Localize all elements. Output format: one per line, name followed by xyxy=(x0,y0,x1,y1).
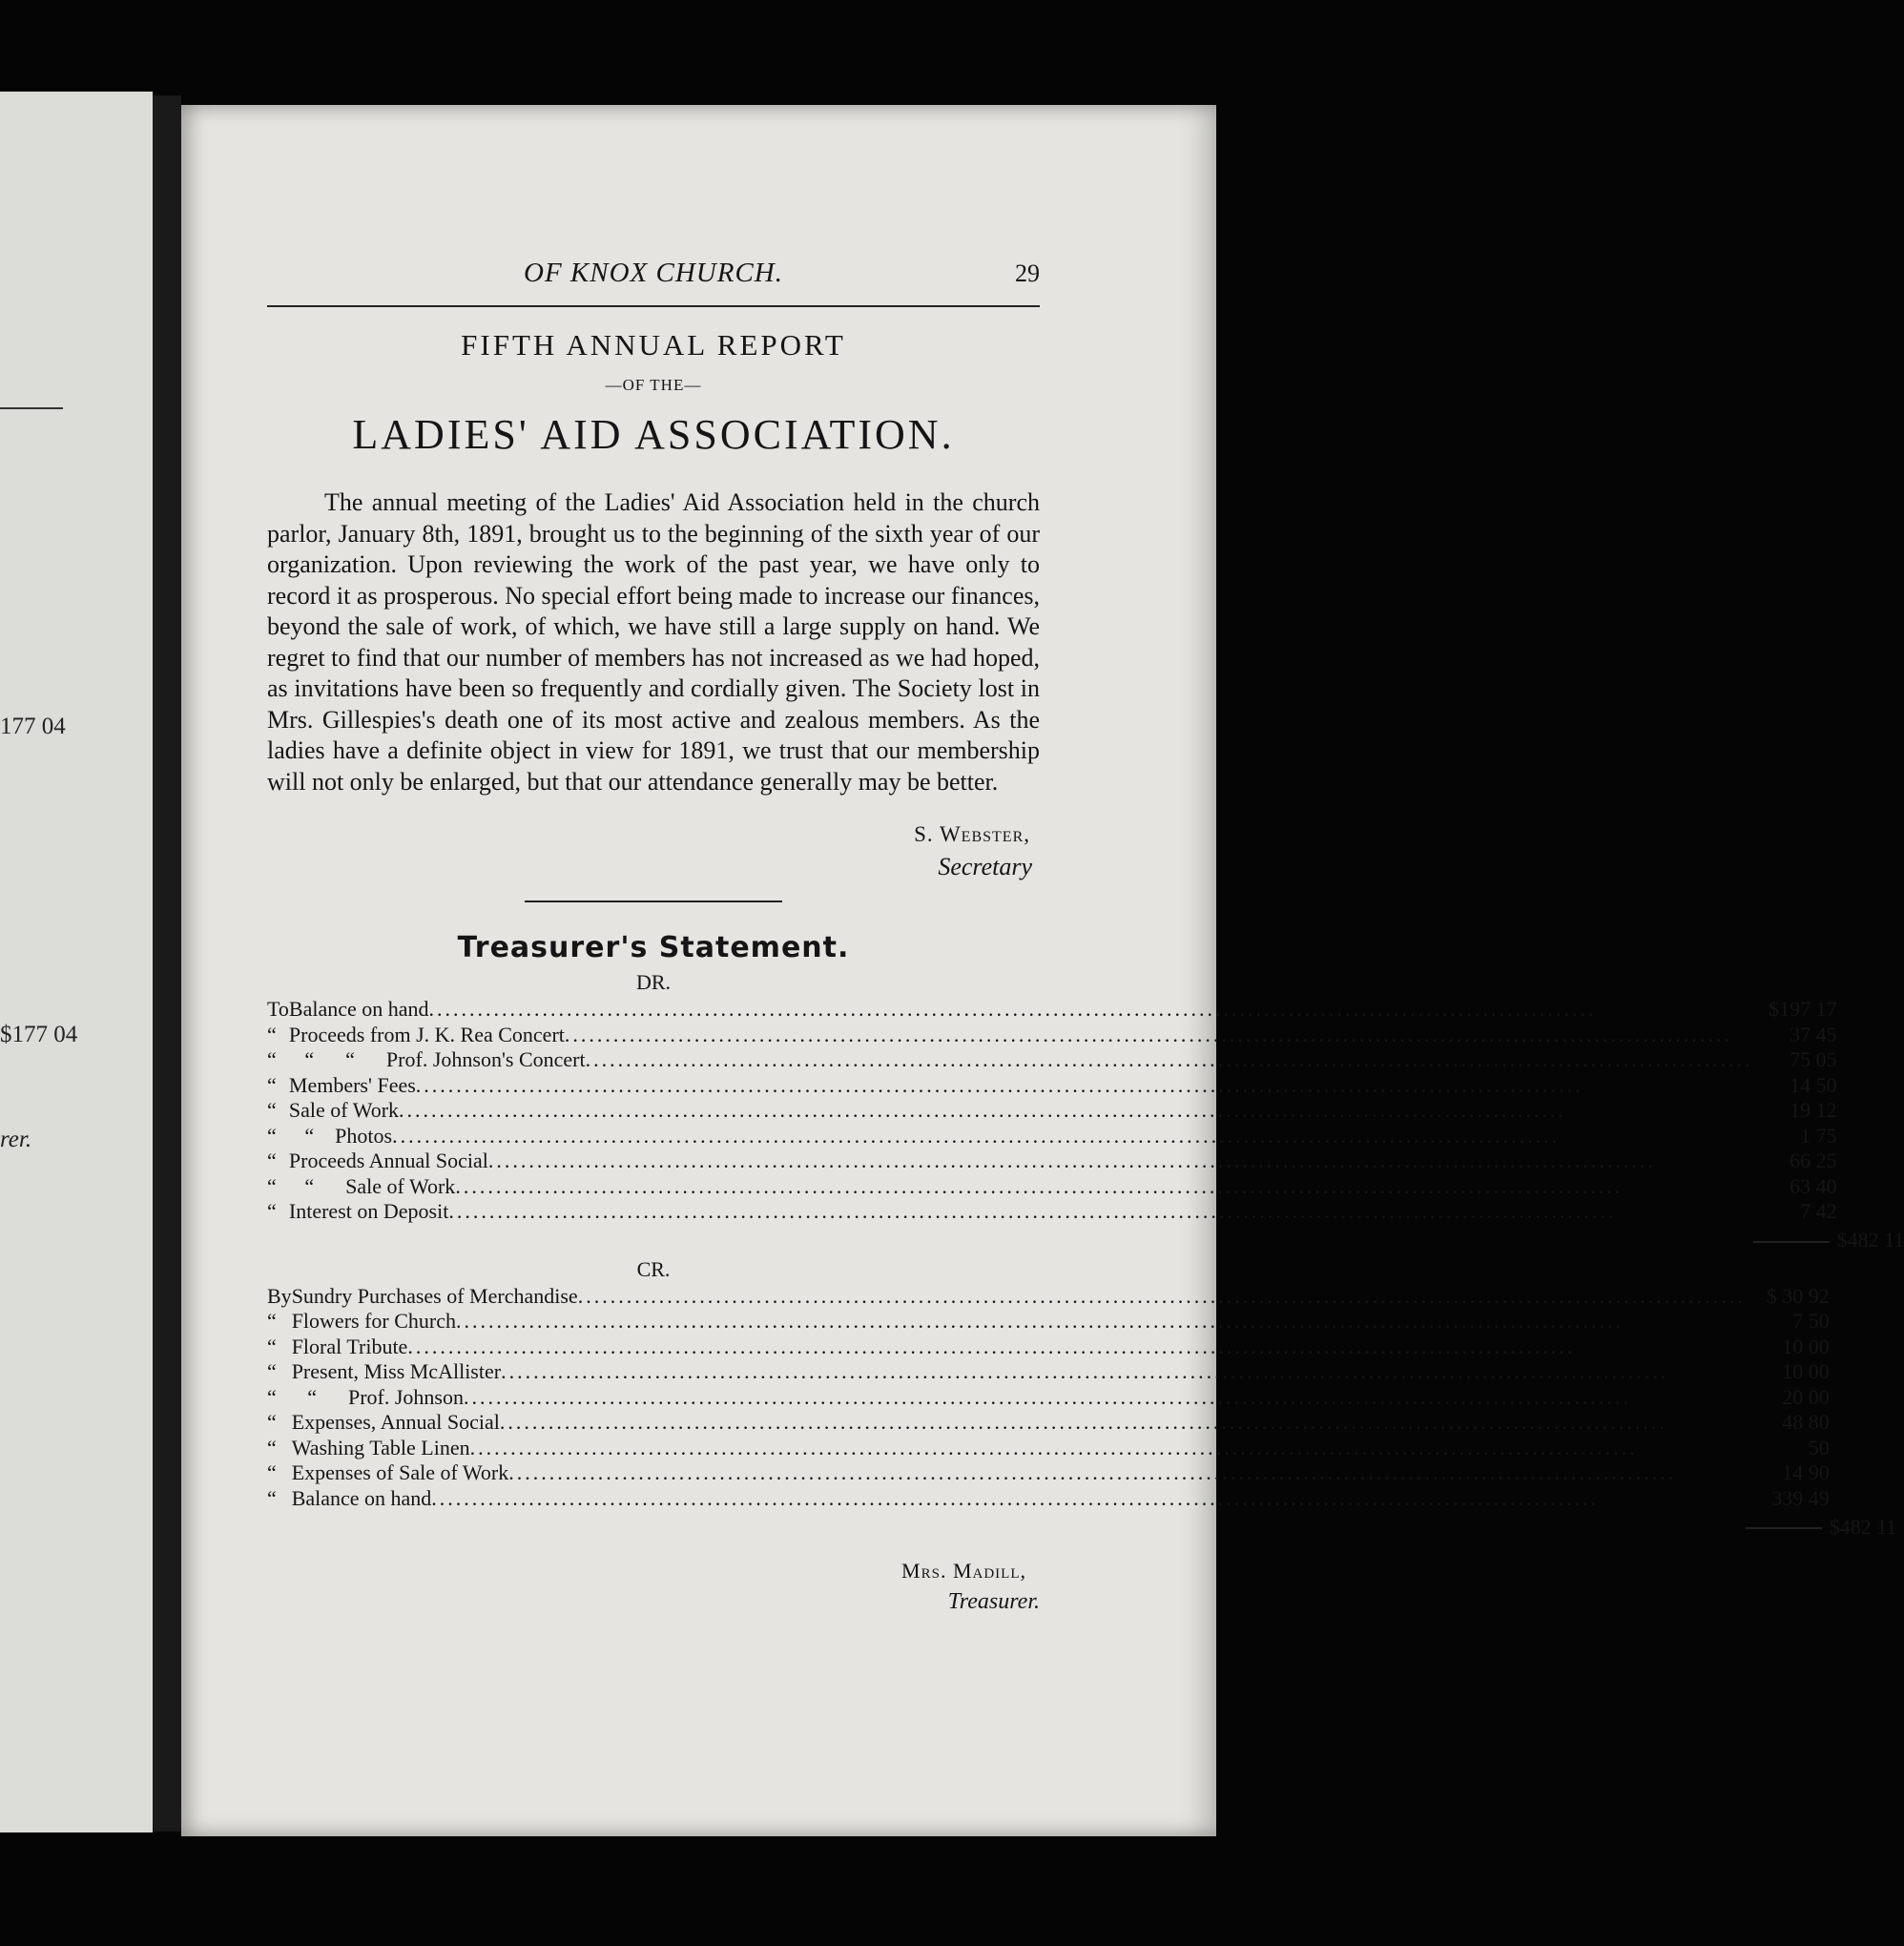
ledger-total-row xyxy=(267,1225,1904,1253)
leader-dots xyxy=(508,1460,1745,1486)
ledger-total-cell xyxy=(1830,1335,1897,1360)
ledger-total-cell xyxy=(1830,1359,1897,1385)
leader-dots xyxy=(392,1124,1753,1149)
ledger-description xyxy=(292,1486,1746,1512)
ledger-description xyxy=(292,1436,1746,1461)
leader-dots xyxy=(500,1410,1746,1436)
ledger-total-cell xyxy=(1837,1174,1904,1200)
ledger-prefix: “ xyxy=(267,1149,277,1172)
ledger-total-row xyxy=(267,1511,1896,1540)
ledger-amount xyxy=(1746,1511,1830,1540)
ledger-amount: 75 05 xyxy=(1790,1047,1837,1071)
leader-dots xyxy=(578,1284,1746,1310)
ledger-row xyxy=(267,1309,1896,1335)
ledger-total-cell xyxy=(1830,1410,1897,1436)
ledger-prefix: “ xyxy=(267,1199,277,1223)
ledger-description xyxy=(292,1511,1746,1540)
leader-dots xyxy=(399,1098,1753,1124)
page-number: 29 xyxy=(1015,259,1040,287)
ledger-description xyxy=(289,1124,1753,1149)
ledger-description xyxy=(289,1047,1753,1073)
book-page xyxy=(181,105,1904,1836)
leader-dots xyxy=(464,1385,1746,1411)
ledger-description-text: Members' Fees xyxy=(288,1072,416,1097)
left-page-amount-2: $177 04 xyxy=(0,1022,78,1047)
ledger-prefix: To xyxy=(267,997,289,1021)
page-content xyxy=(267,258,1904,1615)
ledger-total-cell xyxy=(1837,1023,1904,1048)
ledger-row xyxy=(267,1174,1904,1200)
ledger-total-cell xyxy=(1837,1047,1904,1073)
ledger-total-cell xyxy=(1830,1284,1897,1310)
ledger-description-text: Balance on hand xyxy=(288,997,429,1021)
ledger-amount: $ 30 92 xyxy=(1766,1283,1830,1308)
ledger-prefix xyxy=(267,1511,292,1540)
section-divider xyxy=(525,901,782,902)
leader-dots xyxy=(431,1486,1745,1512)
leader-dots xyxy=(586,1047,1753,1073)
ledger-amount: 37 45 xyxy=(1790,1022,1837,1046)
debit-table xyxy=(267,997,1904,1253)
report-title: FIFTH ANNUAL REPORT xyxy=(461,328,846,362)
ledger-row xyxy=(267,1073,1904,1099)
leader-dots xyxy=(448,1199,1752,1225)
ledger-total-cell xyxy=(1837,997,1904,1023)
ledger-prefix: “ xyxy=(267,1123,277,1148)
ledger-prefix: “ xyxy=(267,1309,277,1333)
ledger-description-text: Expenses of Sale of Work xyxy=(291,1460,509,1484)
leader-dots xyxy=(407,1335,1745,1360)
ledger-prefix: “ xyxy=(267,1410,277,1434)
ledger-description-text: Proceeds from J. K. Rea Concert xyxy=(288,1022,565,1046)
ledger-total-cell xyxy=(1837,1149,1904,1174)
ledger-row xyxy=(267,1124,1904,1149)
ledger-description-text: Proceeds Annual Social xyxy=(288,1149,488,1172)
treasurer-name: Mrs. Madill, xyxy=(901,1559,1026,1583)
ledger-total-value: $482 11 xyxy=(1829,1514,1897,1539)
ledger-amount: 10 00 xyxy=(1782,1334,1830,1358)
treasurer-statement-title: Treasurer's Statement. xyxy=(457,931,850,964)
ledger-prefix: “ xyxy=(267,1384,277,1409)
secretary-name: S. Webster, xyxy=(914,822,1030,846)
ledger-total-cell xyxy=(1837,1073,1904,1099)
ledger-description xyxy=(289,1225,1753,1253)
ledger-amount xyxy=(1753,1225,1837,1253)
ledger-total-cell xyxy=(1830,1385,1897,1411)
ledger-row xyxy=(267,1023,1904,1048)
ledger-amount: 50 xyxy=(1808,1435,1830,1460)
ledger-prefix: “ xyxy=(267,1359,277,1383)
ledger-description xyxy=(292,1284,1746,1310)
ledger-description xyxy=(292,1309,1746,1335)
ledger-description xyxy=(292,1385,1746,1411)
credit-table xyxy=(267,1284,1896,1541)
ledger-description-text: Present, Miss McAllister xyxy=(291,1359,502,1383)
ledger-prefix: “ xyxy=(267,1334,277,1358)
ledger-description xyxy=(292,1359,1746,1385)
leader-dots xyxy=(429,997,1753,1023)
left-page-amount-1: 177 04 xyxy=(0,714,66,739)
ledger-description xyxy=(289,1199,1753,1225)
ledger-description xyxy=(289,1073,1753,1099)
ledger-description-text: Sale of Work xyxy=(288,1098,400,1122)
ledger-description xyxy=(289,1174,1753,1200)
report-body: The annual meeting of the Ladies' Aid Association held in the church parlor, January 8th, 1891, brought us to the beginning of the sixth year of our organization. Upon reviewing the work of the past year, we have only to record it as prosperous. No special effort being made to increase our finances, beyond the sale of work, of which, we have still a large supply on hand. We regret to find that our number of members has not increased as we had hoped, as invitations have been so frequently and cordially given. The Society lost in Mrs. Gillespies's death one of its most active and zealous members. As the ladies have a definite object in view for 1891, we trust that our membership will not only be enlarged, but that our attendance generally may be better. xyxy=(267,488,1040,796)
running-head xyxy=(267,258,1040,300)
ledger-row xyxy=(267,1047,1904,1073)
ledger-amount: 66 25 xyxy=(1790,1149,1837,1172)
ledger-amount: 7 50 xyxy=(1792,1309,1830,1333)
ledger-description xyxy=(289,1023,1753,1048)
ledger-amount: 19 12 xyxy=(1790,1098,1837,1122)
ledger-prefix: “ xyxy=(267,1047,277,1071)
ledger-row xyxy=(267,997,1904,1023)
secretary-role: Secretary xyxy=(938,853,1032,880)
ledger-row xyxy=(267,1199,1904,1225)
leader-dots xyxy=(416,1073,1753,1099)
ledger-amount: 48 80 xyxy=(1782,1410,1830,1434)
leader-dots xyxy=(456,1309,1746,1335)
ledger-description xyxy=(289,1098,1753,1124)
header-rule xyxy=(267,305,1040,307)
ledger-total-cell xyxy=(1830,1486,1897,1512)
ledger-prefix: “ xyxy=(267,1173,277,1198)
ledger-row xyxy=(267,1149,1904,1174)
ledger-prefix: “ xyxy=(267,1072,277,1097)
total-rule xyxy=(1753,1241,1830,1243)
ledger-row xyxy=(267,1284,1896,1310)
ledger-description-text: “ “ Prof. Johnson's Concert xyxy=(288,1047,586,1071)
ledger-total-cell xyxy=(1830,1309,1897,1335)
ledger-row xyxy=(267,1486,1896,1512)
left-page-role: rer. xyxy=(0,1127,32,1152)
ledger-total xyxy=(1830,1511,1897,1540)
ledger-row xyxy=(267,1098,1904,1124)
ledger-total xyxy=(1837,1225,1904,1253)
ledger-description-text: Expenses, Annual Social xyxy=(291,1410,500,1434)
ledger-description xyxy=(289,997,1753,1023)
leader-dots xyxy=(488,1149,1753,1174)
total-rule xyxy=(1746,1527,1822,1529)
ledger-description-text: “ Photos xyxy=(288,1123,393,1148)
ledger-prefix: “ xyxy=(267,1485,277,1510)
ledger-row xyxy=(267,1335,1896,1360)
ledger-description-text: Sundry Purchases of Merchandise xyxy=(291,1283,578,1308)
ledger-prefix: “ xyxy=(267,1435,277,1460)
treasurer-role: Treasurer. xyxy=(947,1589,1040,1614)
running-title: OF KNOX CHURCH. xyxy=(524,258,783,288)
ledger-amount: 63 40 xyxy=(1790,1173,1837,1198)
ledger-description-text: Washing Table Linen xyxy=(291,1435,470,1460)
ledger-description xyxy=(292,1410,1746,1436)
book-gutter xyxy=(153,95,181,1832)
ledger-amount: 10 00 xyxy=(1782,1359,1830,1383)
ledger-row xyxy=(267,1410,1896,1436)
ledger-amount: 14 90 xyxy=(1782,1460,1830,1484)
association-title: LADIES' AID ASSOCIATION. xyxy=(352,411,955,458)
ledger-description xyxy=(292,1335,1746,1360)
ledger-prefix xyxy=(267,1225,289,1253)
ledger-row xyxy=(267,1359,1896,1385)
ledger-row xyxy=(267,1436,1896,1461)
ledger-prefix: “ xyxy=(267,1460,277,1484)
ledger-total-cell xyxy=(1837,1124,1904,1149)
ledger-amount: $197 17 xyxy=(1769,997,1837,1021)
ledger-prefix: “ xyxy=(267,1022,277,1046)
ledger-description-text: “ Sale of Work xyxy=(288,1173,456,1198)
ledger-row xyxy=(267,1385,1896,1411)
debit-label: DR. xyxy=(635,970,672,994)
ledger-amount: 1 75 xyxy=(1800,1123,1837,1148)
credit-label: CR. xyxy=(636,1256,671,1281)
ledger-amount: 7 42 xyxy=(1800,1199,1837,1223)
left-page-rule xyxy=(0,407,63,409)
ledger-amount: 339 49 xyxy=(1771,1485,1830,1510)
ledger-amount: 20 00 xyxy=(1782,1384,1830,1409)
leader-dots xyxy=(565,1023,1753,1048)
ledger-total-cell xyxy=(1837,1199,1904,1225)
ledger-description xyxy=(289,1149,1753,1174)
leader-dots xyxy=(501,1359,1746,1385)
ledger-total-value: $482 11 xyxy=(1836,1228,1904,1252)
ledger-description-text: Interest on Deposit xyxy=(288,1199,449,1223)
ledger-prefix: By xyxy=(267,1283,292,1308)
ledger-prefix: “ xyxy=(267,1098,277,1122)
ledger-description xyxy=(292,1460,1746,1486)
ledger-total-cell xyxy=(1830,1436,1897,1461)
of-the-line: —OF THE— xyxy=(605,376,702,394)
ledger-total-cell xyxy=(1830,1460,1897,1486)
ledger-description-text: Flowers for Church xyxy=(291,1309,456,1333)
ledger-amount: 14 50 xyxy=(1790,1072,1837,1097)
ledger-total-cell xyxy=(1837,1098,1904,1124)
ledger-description-text: Floral Tribute xyxy=(291,1334,408,1358)
ledger-description-text: Balance on hand xyxy=(291,1485,432,1510)
left-page-fragment xyxy=(0,92,153,1832)
leader-dots xyxy=(470,1436,1746,1461)
ledger-row xyxy=(267,1460,1896,1486)
ledger-description-text: “ Prof. Johnson xyxy=(291,1384,464,1409)
leader-dots xyxy=(455,1174,1752,1200)
